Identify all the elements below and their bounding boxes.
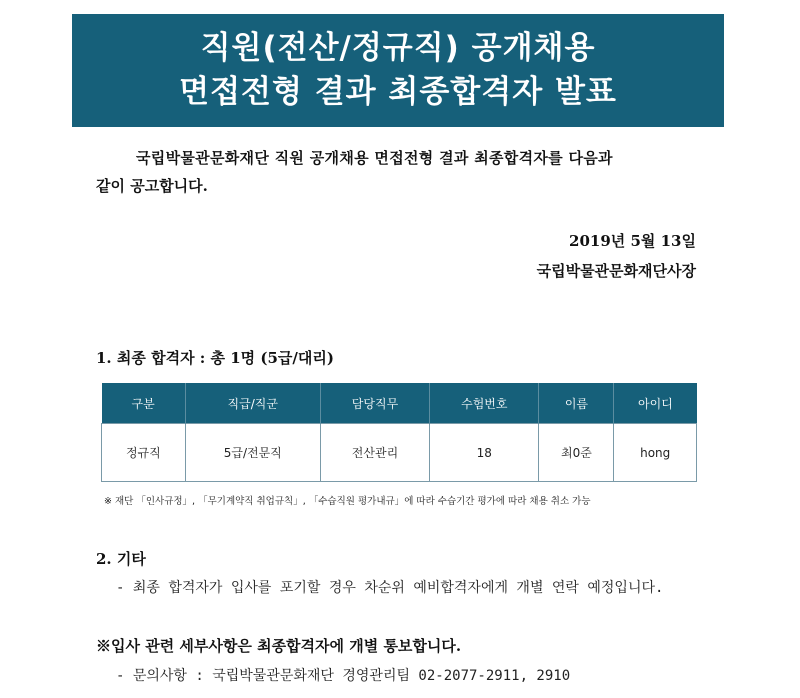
announcement-date: 2019년 5월 13일	[569, 232, 696, 250]
intro-paragraph	[96, 144, 696, 200]
table-cell: 정규직	[102, 424, 186, 482]
notice-text: ※입사 관련 세부사항은 최종합격자에 개별 통보합니다.	[96, 637, 462, 655]
header-cell: 아이디	[614, 383, 697, 424]
header-cell: 구분	[102, 383, 186, 424]
title-line-2: 면접전형 결과 최종합격자 발표	[179, 74, 617, 110]
result-table	[101, 383, 697, 482]
table-cell: 18	[430, 424, 539, 482]
header-cell: 직급/직군	[185, 383, 320, 424]
table-footnote: ※ 재단 「인사규정」, 「무기계약직 취업규칙」, 「수습직원 평가내규」에 따라 수습기간 평가에 따라 채용 취소 가능	[104, 496, 591, 507]
contact-info: - 문의사항 : 국립박물관문화재단 경영관리팀 02-2077-2911, 2910	[116, 668, 571, 684]
table-cell: 5급/전문직	[185, 424, 320, 482]
intro-line-2: 같이 공고합니다.	[96, 177, 208, 195]
table-row	[102, 424, 697, 482]
section-2-item: - 최종 합격자가 입사를 포기할 경우 차순위 예비합격자에게 개별 연락 예정입니다.	[116, 580, 664, 596]
section-1-heading: 1. 최종 합격자 : 총 1명 (5급/대리)	[96, 349, 334, 367]
table-cell: hong	[614, 424, 697, 482]
signer: 국립박물관문화재단사장	[536, 262, 696, 280]
title-line-1: 직원(전산/정규직) 공개채용	[200, 30, 596, 66]
header-cell: 담당직무	[320, 383, 429, 424]
header-cell: 이름	[539, 383, 614, 424]
table-cell: 전산관리	[320, 424, 429, 482]
table-cell: 최0준	[539, 424, 614, 482]
title-banner	[72, 14, 724, 127]
header-cell: 수험번호	[430, 383, 539, 424]
section-2-heading: 2. 기타	[96, 550, 146, 568]
intro-line-1: 국립박물관문화재단 직원 공개채용 면접전형 결과 최종합격자를 다음과	[136, 149, 613, 167]
table-header-row	[102, 383, 697, 424]
